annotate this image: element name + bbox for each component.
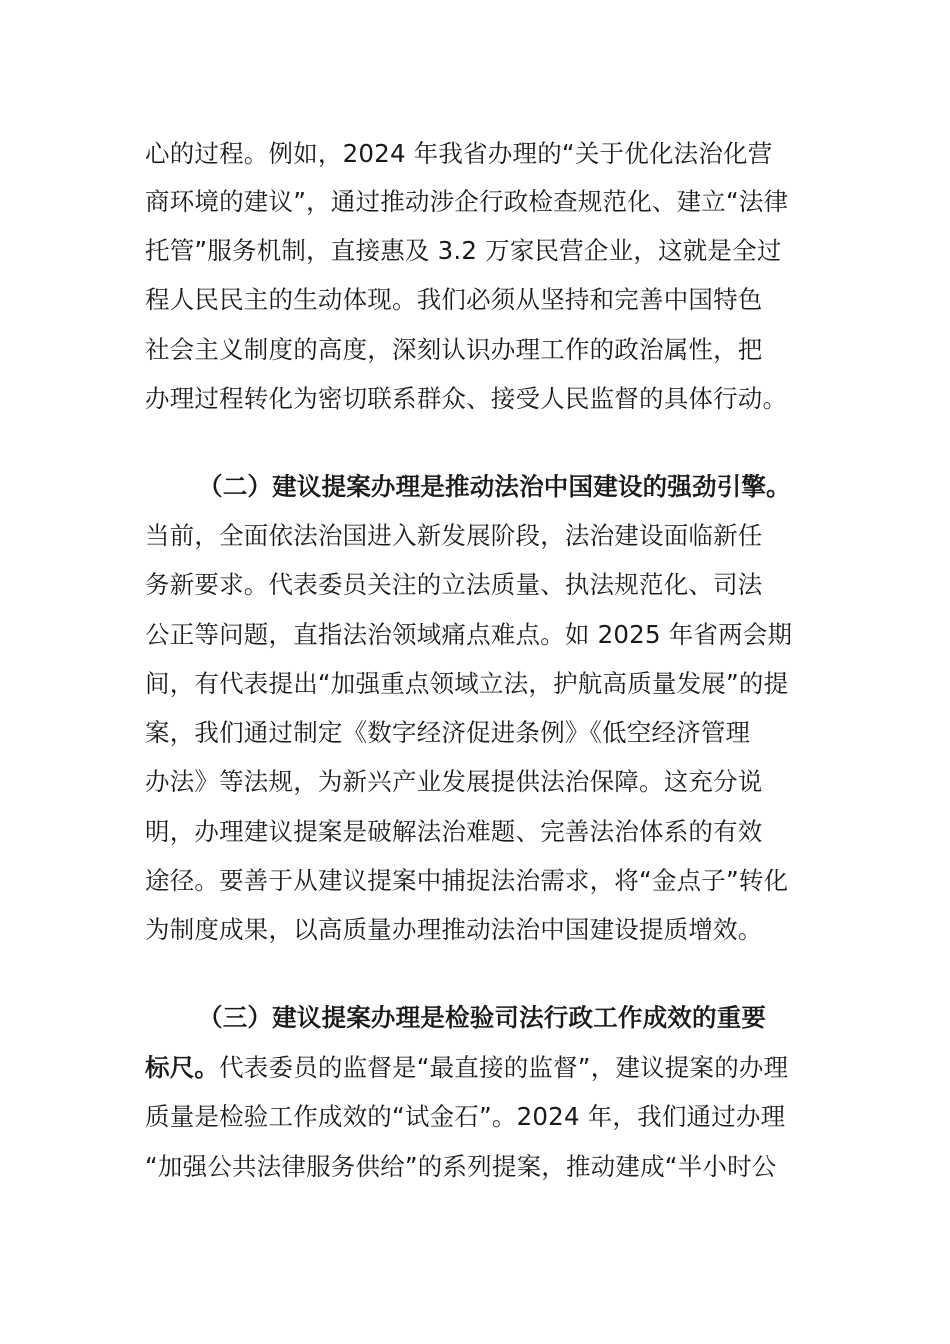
paragraph-line: 案，我们通过制定《数字经济促进条例》《低空经济管理 <box>145 718 751 747</box>
paragraph-line: 商环境的建议”，通过推动涉企行政检查规范化、建立“法律 <box>145 187 789 216</box>
paragraph-line: 办法》等法规，为新兴产业发展提供法治保障。这充分说 <box>145 767 763 796</box>
paragraph-line: 明，办理建议提案是破解法治难题、完善法治体系的有效 <box>145 817 763 846</box>
paragraph-line: 程人民民主的生动体现。我们必须从坚持和完善中国特色 <box>145 285 763 314</box>
paragraph-line: 途径。要善于从建议提案中捕捉法治需求，将“金点子”转化 <box>145 866 789 895</box>
paragraph-line: 心的过程。例如，2024 年我省办理的“关于优化法治化营 <box>145 139 773 168</box>
paragraph-line: 质量是检验工作成效的“试金石”。2024 年，我们通过办理 <box>145 1102 786 1131</box>
paragraph-line: 为制度成果，以高质量办理推动法治中国建设提质增效。 <box>145 915 763 944</box>
paragraph-text: 代表委员的监督是“最直接的监督”，建议提案的办理 <box>219 1053 789 1082</box>
paragraph-line: 务新要求。代表委员关注的立法质量、执法规范化、司法 <box>145 570 763 599</box>
section-heading-3-end: 标尺。 <box>145 1053 220 1082</box>
section-heading-3: （三）建议提案办理是检验司法行政工作成效的重要 <box>198 1003 767 1032</box>
paragraph-line: 办理过程转化为密切联系群众、接受人民监督的具体行动。 <box>145 384 788 413</box>
paragraph-line <box>145 1051 825 1085</box>
paragraph-line: 当前，全面依法治国进入新发展阶段，法治建设面临新任 <box>145 521 763 550</box>
paragraph-line: 托管”服务机制，直接惠及 3.2 万家民营企业，这就是全过 <box>145 236 782 265</box>
paragraph-line: 社会主义制度的高度，深刻认识办理工作的政治属性，把 <box>145 335 763 364</box>
paragraph-line: 公正等问题，直指法治领域痛点难点。如 2025 年省两会期 <box>145 620 793 649</box>
paragraph-line: 间，有代表提出“加强重点领域立法，护航高质量发展”的提 <box>145 669 789 698</box>
section-heading-2: （二）建议提案办理是推动法治中国建设的强劲引擎。 <box>198 472 791 501</box>
paragraph-line: “加强公共法律服务供给”的系列提案，推动建成“半小时公 <box>145 1152 777 1181</box>
